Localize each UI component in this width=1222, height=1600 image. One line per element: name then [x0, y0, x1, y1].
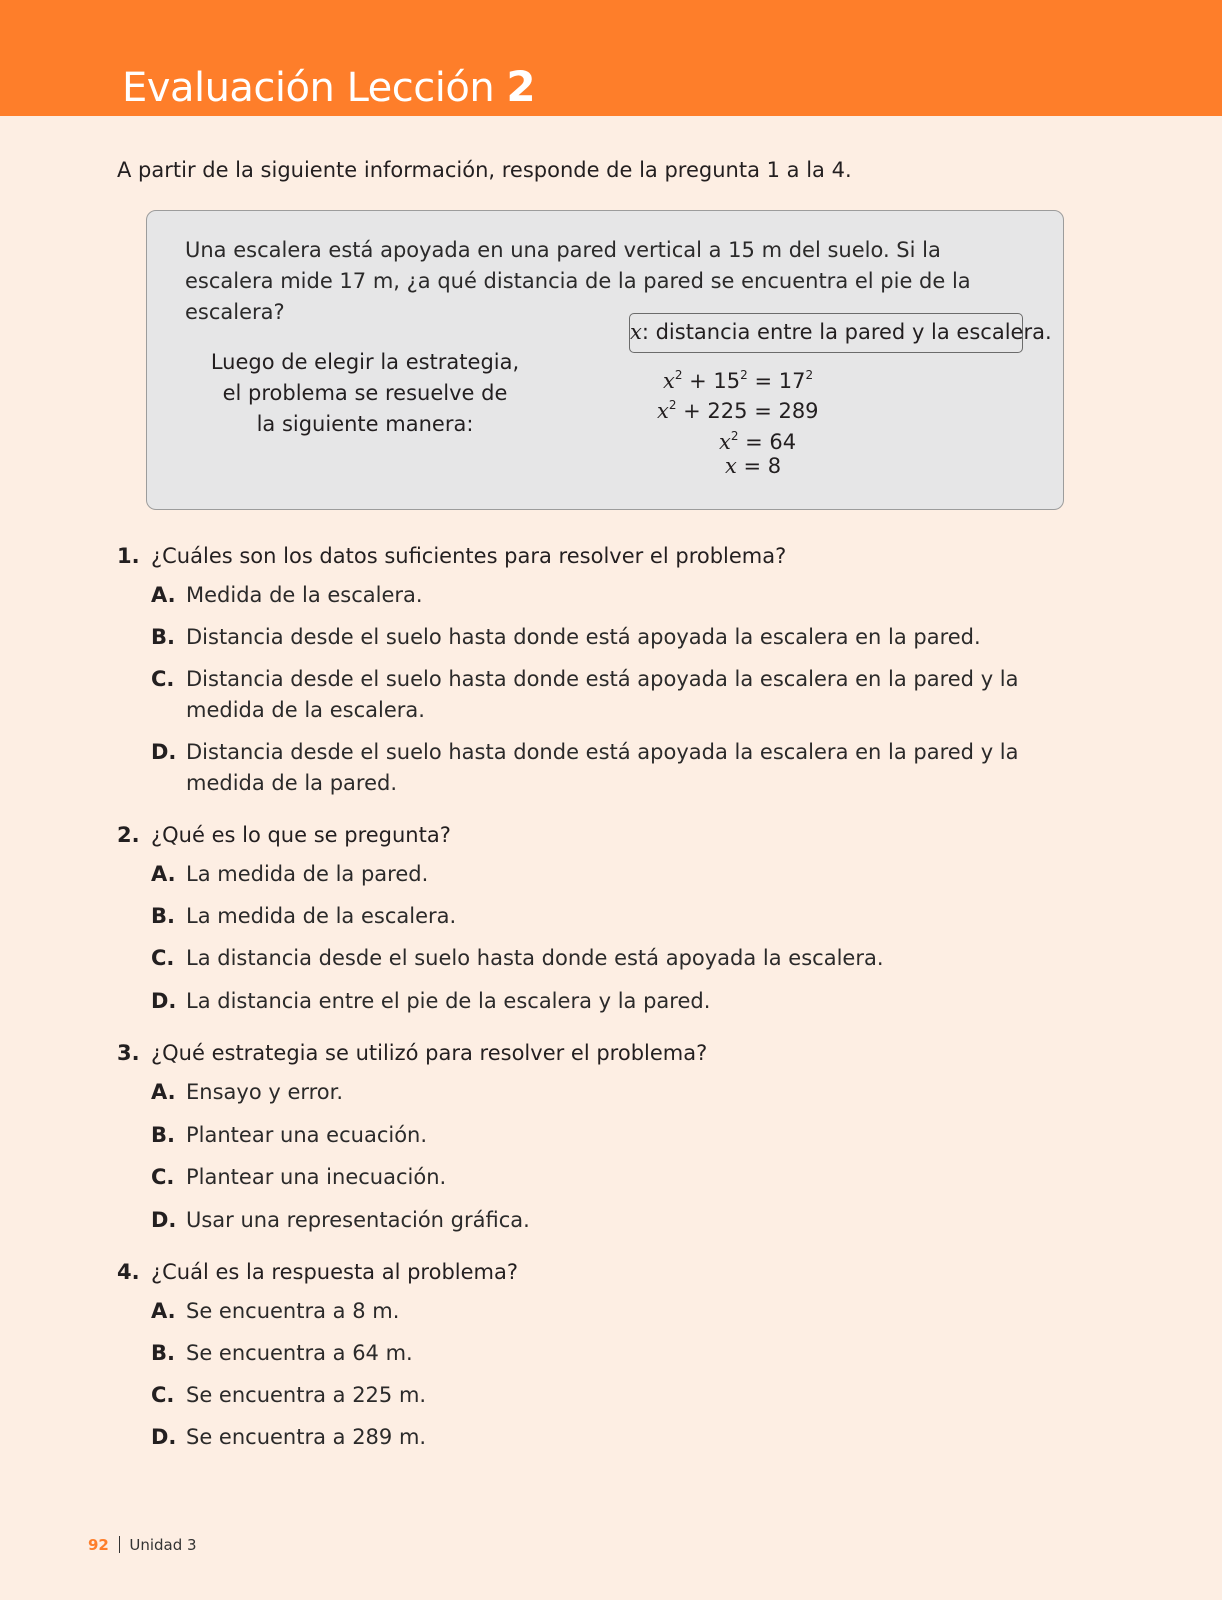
intro-instruction: A partir de la siguiente información, responde de la pregunta 1 a la 4. [117, 158, 852, 182]
option-letter: A. [151, 583, 176, 607]
option-letter: C. [151, 946, 175, 970]
option-letter: D. [151, 1425, 177, 1449]
option-text: Medida de la escalera. [186, 583, 423, 607]
page-title [122, 62, 535, 111]
option-letter: B. [151, 1341, 175, 1365]
equation-line-1 [663, 361, 813, 395]
option-1a[interactable] [151, 580, 1031, 611]
unit-label: Unidad 3 [129, 1536, 197, 1554]
strategy-line: el problema se resuelve de [222, 381, 508, 405]
eq-exponent: 2 [730, 429, 739, 443]
option-letter: B. [151, 904, 175, 928]
variable-definition-box [629, 313, 1052, 353]
option-text: Se encuentra a 289 m. [186, 1425, 427, 1449]
question-2 [117, 823, 451, 847]
option-2d[interactable] [151, 986, 1031, 1017]
question-text: ¿Cuál es la respuesta al problema? [151, 1260, 519, 1284]
option-letter: D. [151, 740, 177, 764]
option-text: Plantear una inecuación. [186, 1165, 447, 1189]
question-text: ¿Qué es lo que se pregunta? [151, 823, 451, 847]
option-text: La medida de la escalera. [186, 904, 457, 928]
option-3a[interactable] [151, 1077, 1031, 1108]
lesson-number: 2 [506, 62, 536, 111]
strategy-note [205, 347, 525, 440]
page-header-band [0, 0, 1222, 116]
option-1c[interactable] [151, 664, 1031, 726]
option-4d[interactable] [151, 1422, 1031, 1453]
eq-variable: x [657, 399, 669, 423]
problem-info-box [146, 210, 1064, 510]
option-text: Usar una representación gráfica. [186, 1208, 530, 1232]
question-text: ¿Cuáles son los datos suficientes para resolver el problema? [151, 544, 787, 568]
option-letter: B. [151, 1123, 175, 1147]
option-letter: C. [151, 1165, 175, 1189]
footer-divider [119, 1536, 121, 1553]
option-4b[interactable] [151, 1338, 1031, 1369]
eq-exponent: 2 [805, 368, 814, 382]
option-letter: A. [151, 1299, 176, 1323]
definition-text: : distancia entre la pared y la escalera. [641, 320, 1052, 344]
question-4 [117, 1260, 518, 1284]
option-3d[interactable] [151, 1205, 1031, 1236]
option-text: Distancia desde el suelo hasta donde está apoyada la escalera en la pared y la medida de la pared. [186, 740, 1019, 795]
eq-term: + 225 = 289 [676, 399, 819, 423]
option-text: Se encuentra a 64 m. [186, 1341, 413, 1365]
option-text: La distancia desde el suelo hasta donde está apoyada la escalera. [186, 946, 884, 970]
page-title-text: Evaluación Lección [122, 65, 495, 111]
option-letter: A. [151, 862, 176, 886]
question-number: 3. [117, 1041, 140, 1065]
option-2c[interactable] [151, 943, 1031, 974]
option-letter: B. [151, 625, 175, 649]
option-text: La medida de la pared. [186, 862, 429, 886]
strategy-line: Luego de elegir la estrategia, [210, 350, 520, 374]
page-footer [88, 1536, 197, 1554]
eq-exponent: 2 [674, 368, 683, 382]
eq-term: = 64 [738, 430, 797, 454]
option-text: Se encuentra a 225 m. [186, 1383, 427, 1407]
question-number: 2. [117, 823, 140, 847]
page-number: 92 [88, 1536, 109, 1554]
option-4c[interactable] [151, 1380, 1031, 1411]
option-text: Distancia desde el suelo hasta donde está apoyada la escalera en la pared y la medida de la escalera. [186, 667, 1019, 722]
eq-term: = 17 [747, 369, 806, 393]
definition-variable: x [630, 320, 642, 344]
question-number: 4. [117, 1260, 140, 1284]
problem-statement: Una escalera está apoyada en una pared vertical a 15 m del suelo. Si la escalera mide 17 m, ¿a qué distancia de la pared se encuentra el pie de la escalera? [185, 238, 971, 324]
option-letter: D. [151, 989, 177, 1013]
question-1 [117, 544, 786, 568]
option-1d[interactable] [151, 737, 1031, 799]
option-3b[interactable] [151, 1120, 1031, 1151]
eq-exponent: 2 [740, 368, 748, 382]
option-1b[interactable] [151, 622, 1031, 653]
option-4a[interactable] [151, 1296, 1031, 1327]
equation-line-3 [719, 422, 796, 456]
option-letter: C. [151, 1383, 175, 1407]
option-letter: C. [151, 667, 175, 691]
eq-term: = 8 [736, 454, 782, 478]
option-letter: A. [151, 1080, 176, 1104]
question-number: 1. [117, 544, 140, 568]
option-letter: D. [151, 1208, 177, 1232]
question-text: ¿Qué estrategia se utilizó para resolver el problema? [151, 1041, 708, 1065]
option-2a[interactable] [151, 859, 1031, 890]
equation-line-2 [657, 391, 819, 425]
eq-term: + 15 [682, 369, 741, 393]
option-text: Ensayo y error. [186, 1080, 344, 1104]
option-text: Distancia desde el suelo hasta donde está apoyada la escalera en la pared. [186, 625, 981, 649]
option-text: La distancia entre el pie de la escalera y la pared. [186, 989, 711, 1013]
option-text: Plantear una ecuación. [186, 1123, 428, 1147]
option-text: Se encuentra a 8 m. [186, 1299, 400, 1323]
eq-variable: x [719, 430, 731, 454]
eq-variable: x [725, 454, 737, 478]
eq-exponent: 2 [668, 398, 677, 412]
option-2b[interactable] [151, 901, 1031, 932]
equation-line-4 [725, 452, 781, 480]
strategy-line: la siguiente manera: [256, 412, 474, 436]
eq-variable: x [663, 369, 675, 393]
option-3c[interactable] [151, 1162, 1031, 1193]
question-3 [117, 1041, 707, 1065]
